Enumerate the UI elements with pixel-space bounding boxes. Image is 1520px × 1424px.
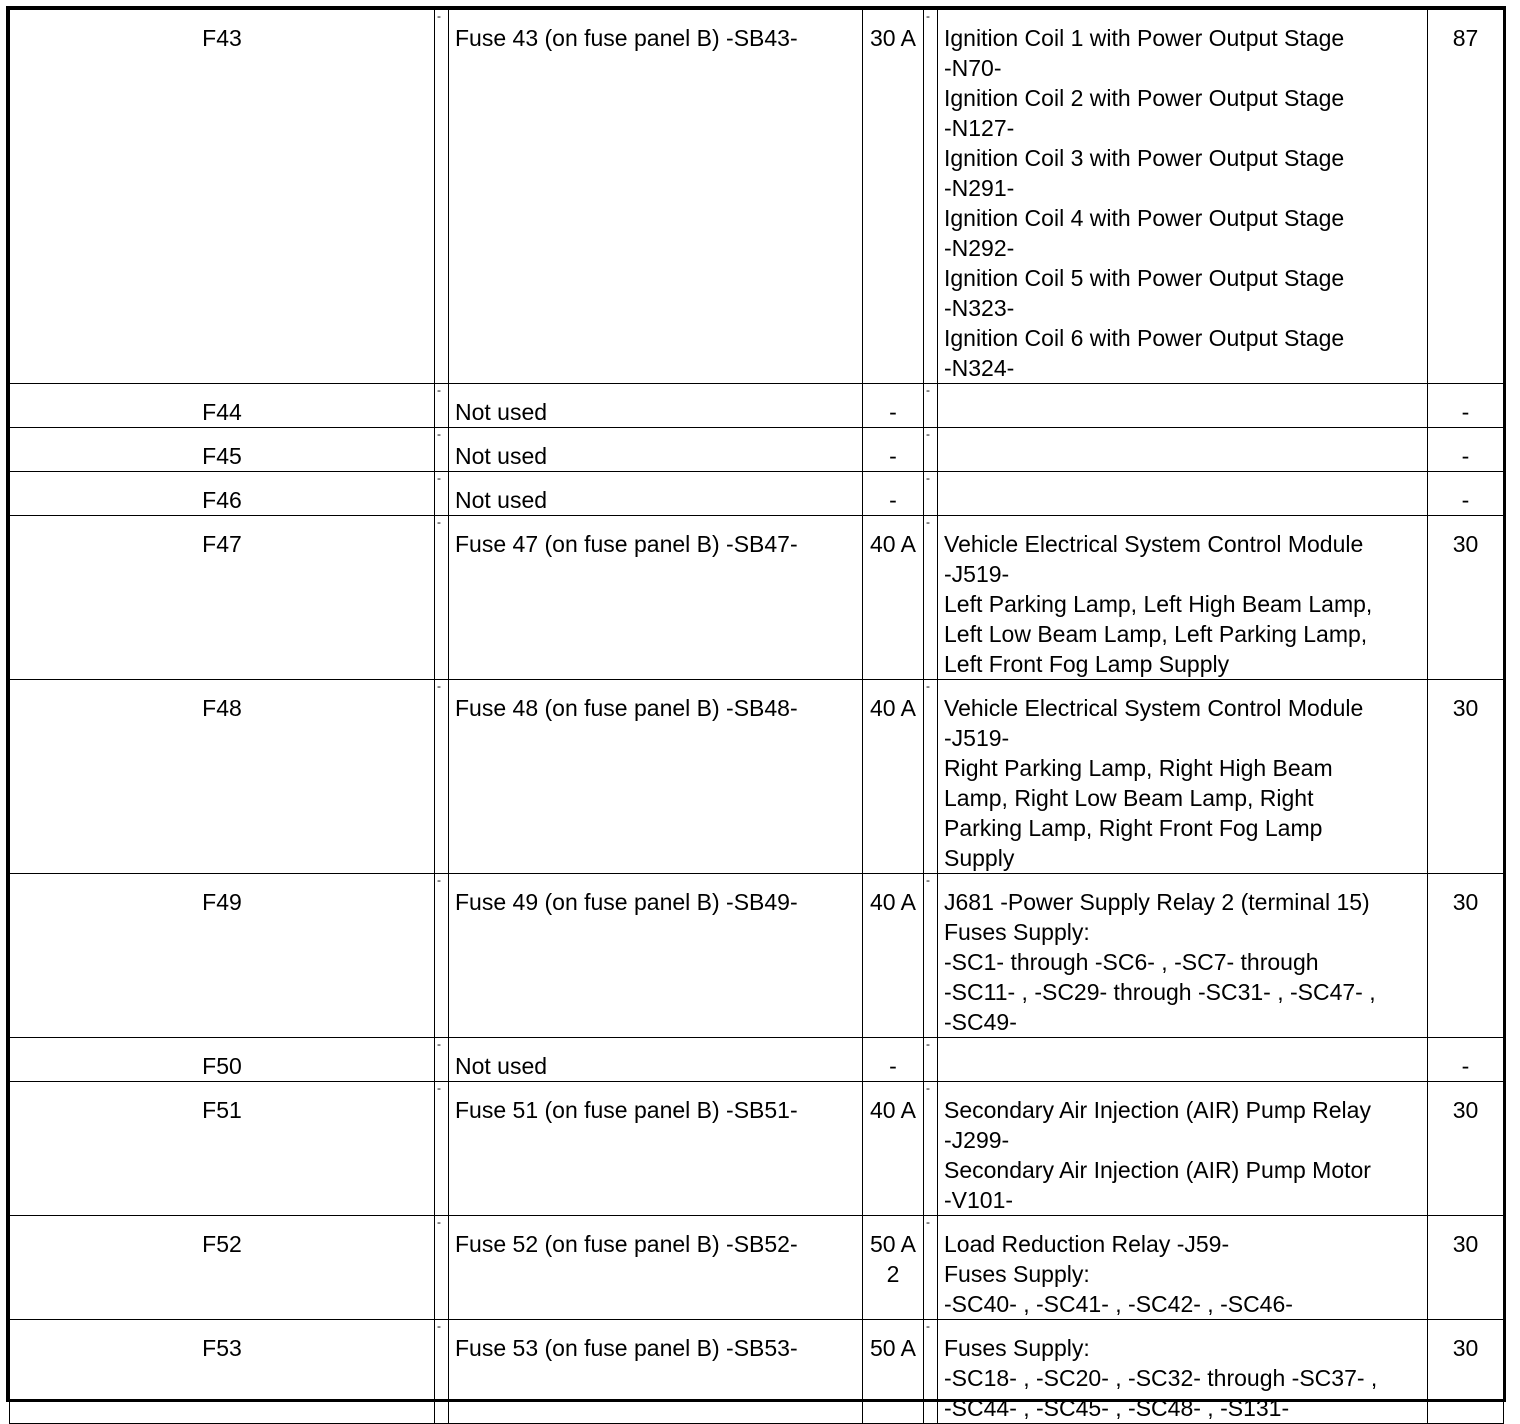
tick-mark: -: [437, 471, 441, 485]
component-line: -N292-: [944, 235, 1015, 261]
tick-mark: -: [926, 383, 930, 397]
table-row: [10, 1216, 1504, 1320]
tick-cell: [435, 1216, 449, 1320]
tick-cell: [924, 1082, 938, 1216]
fuse-id-cell: F50: [10, 1038, 435, 1082]
component-line: J681 -Power Supply Relay 2 (terminal 15): [944, 889, 1370, 915]
fuse-id-cell: F48: [10, 680, 435, 874]
component-line: Right Parking Lamp, Right High Beam: [944, 755, 1333, 781]
component-line: -SC49-: [944, 1009, 1017, 1035]
table-row: [10, 10, 1504, 384]
tick-cell: [435, 516, 449, 680]
tick-cell: [435, 428, 449, 472]
fuse-id-cell: F44: [10, 384, 435, 428]
fuse-table-sheet: [6, 6, 1506, 1421]
tick-mark: -: [926, 873, 930, 887]
amperage-cell: 40 A: [863, 680, 924, 874]
description-cell: Fuse 52 (on fuse panel B) -SB52-: [449, 1216, 863, 1320]
tick-cell: [924, 1038, 938, 1082]
components-cell: [938, 1216, 1428, 1320]
fuse-table-body: [10, 10, 1504, 1424]
description-cell: Fuse 51 (on fuse panel B) -SB51-: [449, 1082, 863, 1216]
tick-mark: -: [926, 1215, 930, 1229]
fuse-id-cell: F51: [10, 1082, 435, 1216]
tick-mark: -: [437, 679, 441, 693]
fuse-id-cell: F47: [10, 516, 435, 680]
terminal-cell: -: [1428, 1038, 1504, 1082]
component-line: -N323-: [944, 295, 1015, 321]
terminal-cell: 30: [1428, 1216, 1504, 1320]
tick-mark: -: [926, 1319, 930, 1333]
component-line: Vehicle Electrical System Control Module: [944, 695, 1364, 721]
tick-cell: [924, 680, 938, 874]
component-line: -SC18- , -SC20- , -SC32- through -SC37- ,: [944, 1365, 1378, 1391]
tick-cell: [924, 516, 938, 680]
tick-mark: -: [437, 515, 441, 529]
tick-cell: [924, 472, 938, 516]
component-line: Left Low Beam Lamp, Left Parking Lamp,: [944, 621, 1368, 647]
terminal-cell: -: [1428, 472, 1504, 516]
fuse-id-cell: F52: [10, 1216, 435, 1320]
amperage-cell: 50 A 2: [863, 1216, 924, 1320]
tick-mark: -: [437, 1215, 441, 1229]
tick-mark: -: [926, 427, 930, 441]
component-line: -SC40- , -SC41- , -SC42- , -SC46-: [944, 1291, 1293, 1317]
tick-cell: [435, 1320, 449, 1424]
table-row: [10, 874, 1504, 1038]
fuse-id-cell: F43: [10, 10, 435, 384]
tick-cell: [924, 10, 938, 384]
components-cell: [938, 516, 1428, 680]
tick-cell: [435, 1082, 449, 1216]
tick-mark: -: [437, 1319, 441, 1333]
component-line: Secondary Air Injection (AIR) Pump Relay: [944, 1097, 1371, 1123]
tick-cell: [924, 384, 938, 428]
component-line: Left Parking Lamp, Left High Beam Lamp,: [944, 591, 1373, 617]
tick-mark: -: [926, 515, 930, 529]
tick-mark: -: [437, 383, 441, 397]
fuse-id-cell: F53: [10, 1320, 435, 1424]
terminal-cell: 30: [1428, 1082, 1504, 1216]
amperage-cell: 40 A: [863, 1082, 924, 1216]
terminal-cell: -: [1428, 428, 1504, 472]
component-line: Fuses Supply:: [944, 1335, 1090, 1361]
tick-cell: [924, 1216, 938, 1320]
tick-mark: -: [437, 1037, 441, 1051]
terminal-cell: 87: [1428, 10, 1504, 384]
amperage-cell: 50 A: [863, 1320, 924, 1424]
table-row: [10, 384, 1504, 428]
amperage-cell: 30 A: [863, 10, 924, 384]
components-cell: [938, 874, 1428, 1038]
description-cell: Fuse 43 (on fuse panel B) -SB43-: [449, 10, 863, 384]
amperage-cell: -: [863, 428, 924, 472]
fuse-id-cell: F45: [10, 428, 435, 472]
component-line: Ignition Coil 2 with Power Output Stage: [944, 85, 1345, 111]
table-row: [10, 680, 1504, 874]
fuse-id-cell: F46: [10, 472, 435, 516]
tick-mark: -: [437, 427, 441, 441]
component-line: Ignition Coil 5 with Power Output Stage: [944, 265, 1345, 291]
component-line: -N291-: [944, 175, 1015, 201]
component-line: Fuses Supply:: [944, 919, 1090, 945]
table-row: [10, 1320, 1504, 1424]
amperage-cell: -: [863, 384, 924, 428]
terminal-cell: -: [1428, 384, 1504, 428]
component-line: Vehicle Electrical System Control Module: [944, 531, 1364, 557]
tick-mark: -: [926, 1037, 930, 1051]
component-line: Load Reduction Relay -J59-: [944, 1231, 1230, 1257]
description-cell: Not used: [449, 384, 863, 428]
component-line: -SC1- through -SC6- , -SC7- through: [944, 949, 1319, 975]
tick-mark: -: [437, 9, 441, 23]
table-row: [10, 428, 1504, 472]
components-cell: [938, 428, 1428, 472]
table-row: [10, 472, 1504, 516]
component-line: -N324-: [944, 355, 1015, 381]
tick-mark: -: [926, 471, 930, 485]
component-line: -N127-: [944, 115, 1015, 141]
description-cell: Not used: [449, 472, 863, 516]
tick-mark: -: [437, 1081, 441, 1095]
tick-mark: -: [437, 873, 441, 887]
description-cell: Not used: [449, 428, 863, 472]
tick-cell: [435, 874, 449, 1038]
table-row: [10, 1082, 1504, 1216]
component-line: -J519-: [944, 725, 1010, 751]
component-line: -V101-: [944, 1187, 1014, 1213]
tick-cell: [924, 428, 938, 472]
fuse-table: [9, 9, 1504, 1424]
component-line: -SC44- , -SC45- , -SC48- , -S131-: [944, 1395, 1290, 1421]
components-cell: [938, 472, 1428, 516]
component-line: Parking Lamp, Right Front Fog Lamp: [944, 815, 1323, 841]
tick-mark: -: [926, 9, 930, 23]
component-line: Secondary Air Injection (AIR) Pump Motor: [944, 1157, 1371, 1183]
tick-cell: [924, 1320, 938, 1424]
table-row: [10, 516, 1504, 680]
tick-cell: [435, 1038, 449, 1082]
tick-cell: [435, 384, 449, 428]
terminal-cell: 30: [1428, 874, 1504, 1038]
terminal-cell: 30: [1428, 680, 1504, 874]
components-cell: [938, 10, 1428, 384]
components-cell: [938, 680, 1428, 874]
terminal-cell: 30: [1428, 1320, 1504, 1424]
component-line: Lamp, Right Low Beam Lamp, Right: [944, 785, 1314, 811]
description-cell: Fuse 53 (on fuse panel B) -SB53-: [449, 1320, 863, 1424]
component-line: Ignition Coil 4 with Power Output Stage: [944, 205, 1345, 231]
description-cell: Fuse 47 (on fuse panel B) -SB47-: [449, 516, 863, 680]
component-line: -J299-: [944, 1127, 1010, 1153]
description-cell: Not used: [449, 1038, 863, 1082]
component-line: Ignition Coil 1 with Power Output Stage: [944, 25, 1345, 51]
tick-cell: [924, 874, 938, 1038]
amperage-cell: -: [863, 472, 924, 516]
tick-cell: [435, 680, 449, 874]
component-line: Ignition Coil 6 with Power Output Stage: [944, 325, 1345, 351]
tick-cell: [435, 10, 449, 384]
component-line: Fuses Supply:: [944, 1261, 1090, 1287]
description-cell: Fuse 49 (on fuse panel B) -SB49-: [449, 874, 863, 1038]
components-cell: [938, 1082, 1428, 1216]
terminal-cell: 30: [1428, 516, 1504, 680]
table-row: [10, 1038, 1504, 1082]
components-cell: [938, 384, 1428, 428]
component-line: Ignition Coil 3 with Power Output Stage: [944, 145, 1345, 171]
amperage-cell: 40 A: [863, 516, 924, 680]
component-line: Left Front Fog Lamp Supply: [944, 651, 1230, 677]
description-cell: Fuse 48 (on fuse panel B) -SB48-: [449, 680, 863, 874]
tick-mark: -: [926, 679, 930, 693]
components-cell: [938, 1038, 1428, 1082]
components-cell: [938, 1320, 1428, 1424]
component-line: -J519-: [944, 561, 1010, 587]
tick-cell: [435, 472, 449, 516]
component-line: -N70-: [944, 55, 1002, 81]
component-line: -SC11- , -SC29- through -SC31- , -SC47- ,: [944, 979, 1376, 1005]
component-line: Supply: [944, 845, 1015, 871]
tick-mark: -: [926, 1081, 930, 1095]
amperage-cell: 40 A: [863, 874, 924, 1038]
amperage-cell: -: [863, 1038, 924, 1082]
fuse-id-cell: F49: [10, 874, 435, 1038]
